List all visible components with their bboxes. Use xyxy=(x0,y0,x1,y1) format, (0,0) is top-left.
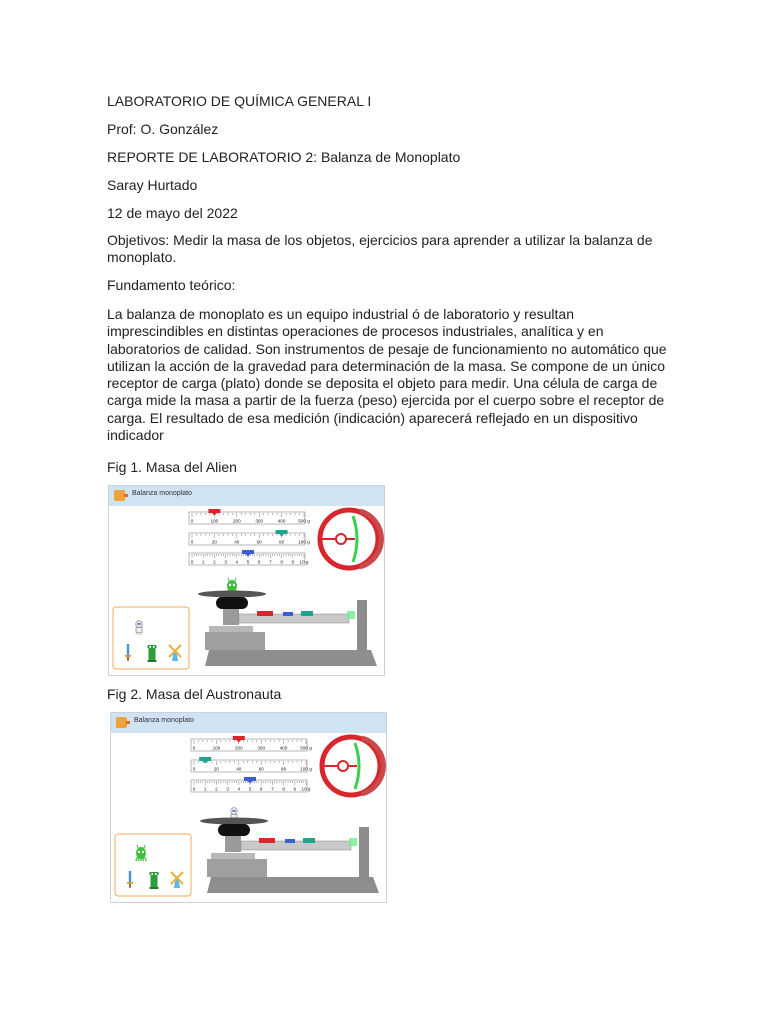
scale-tick-label: 0 xyxy=(192,766,196,772)
scale-tick-label: 4 xyxy=(237,786,241,792)
scale-tick-label: 20 xyxy=(213,766,219,772)
scale-tick-label: 100 g xyxy=(298,539,310,545)
scale-tick-label: 100 xyxy=(210,518,219,524)
professor: Prof: O. González xyxy=(107,121,219,137)
scale-tick-label: 7 xyxy=(271,786,274,792)
rider-marker xyxy=(208,509,220,513)
scale-tick-label: 8 xyxy=(282,786,285,792)
balance-base xyxy=(207,877,379,893)
balance-body xyxy=(200,818,379,894)
balance-knob xyxy=(216,597,248,609)
scale-tick-label: 10 g xyxy=(299,559,309,565)
scale-tick-label: 60 xyxy=(256,539,262,545)
scale-tick-label: 100 g xyxy=(300,766,312,772)
rider-marker xyxy=(244,777,256,781)
objectives: Objetivos: Medir la masa de los objetos, ejercicios para aprender a utilizar la balanza de monoplato. xyxy=(107,232,653,266)
scale-tick-label: 100 xyxy=(212,745,221,751)
balance-simulator xyxy=(111,733,386,902)
figure-1-caption: Fig 1. Masa del Alien xyxy=(107,459,237,475)
scale-tick-label: 60 xyxy=(258,766,264,772)
report-title: REPORTE DE LABORATORIO 2: Balanza de Monoplato xyxy=(107,149,461,165)
scale-tick-label: 0 xyxy=(190,559,194,565)
scale-tick-label: 6 xyxy=(259,786,263,792)
figure-2 xyxy=(110,712,387,903)
objects-tray xyxy=(113,607,189,669)
rider-marker xyxy=(199,757,211,761)
rider-marker xyxy=(276,530,288,534)
scale-tick-label: 0 xyxy=(192,745,196,751)
scale-tick-label: 0 xyxy=(192,786,196,792)
balance-beam xyxy=(239,614,349,623)
scale-tick-label: 300 xyxy=(255,518,264,524)
scale-tick-label: 10 g xyxy=(301,786,311,792)
theory-text: La balanza de monoplato es un equipo industrial ó de laboratorio y resultan imprescindibles en distintas operaciones de procesos industriales, analítica y en laboratorios de calidad. Son instrumentos de pesaje de funcionamiento no automático que utilizan la acción de la gravedad para determinación de la masa. Se compone de un único receptor de carga (plato) donde se deposita el objeto para medir. Una célula de carga de carga mide la masa a partir de la fuerza (peso) ejercida por el cuerpo sobre el receptor de carga. El resultado de esa medición (indicación) aparecerá reflejado en un dispositivo indicador xyxy=(107,306,667,444)
figure-1 xyxy=(108,485,385,676)
scale-tick-label: 400 xyxy=(277,518,286,524)
scale-tick-label: 200 xyxy=(234,745,243,751)
rider-marker xyxy=(233,736,245,740)
scale-tick-label: 40 xyxy=(234,539,240,545)
balance-plate xyxy=(200,818,268,825)
scale-tick-label: 9 xyxy=(293,786,297,792)
scale-10g xyxy=(191,757,312,772)
rider-marker xyxy=(242,550,254,554)
scale-tick-label: 8 xyxy=(280,559,283,565)
scale-tick-label: 1 xyxy=(201,559,205,565)
balance-plate xyxy=(198,591,266,598)
scale-tick-label: 500 g xyxy=(300,745,312,751)
scale-100g xyxy=(189,509,310,524)
lab-title: LABORATORIO DE QUÍMICA GENERAL I xyxy=(107,93,372,109)
scale-tick-label: 7 xyxy=(269,559,272,565)
scale-tick-label: 9 xyxy=(291,559,295,565)
tower-icon xyxy=(148,645,157,662)
student-name: Saray Hurtado xyxy=(107,177,198,193)
scale-tick-label: 500 g xyxy=(298,518,310,524)
balance-base xyxy=(205,650,377,666)
scale-10g xyxy=(189,530,310,545)
scale-tick-label: 40 xyxy=(236,766,242,772)
balance-beam xyxy=(241,841,351,850)
scale-tick-label: 3 xyxy=(224,559,227,565)
scale-tick-label: 300 xyxy=(257,745,266,751)
figure-2-caption: Fig 2. Masa del Austronauta xyxy=(107,686,282,702)
balance-dial xyxy=(320,510,381,568)
objects-tray xyxy=(115,834,191,896)
app-icon xyxy=(116,717,127,728)
scale-tick-label: 2 xyxy=(215,786,218,792)
scale-tick-label: 4 xyxy=(235,559,239,565)
alien-icon xyxy=(136,845,146,861)
scale-tick-label: 80 xyxy=(279,539,285,545)
scale-tick-label: 200 xyxy=(232,518,241,524)
scale-tick-label: 0 xyxy=(190,518,194,524)
tower-icon xyxy=(150,872,159,889)
scale-tick-label: 400 xyxy=(279,745,288,751)
scale-tick-label: 5 xyxy=(248,786,252,792)
simulator-header xyxy=(111,713,386,733)
balance-simulator xyxy=(109,506,384,675)
app-title: Balanza monoplato xyxy=(132,490,192,497)
report-date: 12 de mayo del 2022 xyxy=(107,205,238,221)
balance-body xyxy=(198,591,377,667)
scale-1g xyxy=(191,777,311,792)
scale-tick-label: 0 xyxy=(190,539,194,545)
balance-dial xyxy=(322,737,383,795)
scale-tick-label: 80 xyxy=(281,766,287,772)
scale-tick-label: 6 xyxy=(257,559,261,565)
app-icon xyxy=(114,490,125,501)
scale-tick-label: 2 xyxy=(213,559,216,565)
scale-tick-label: 3 xyxy=(226,786,229,792)
app-title: Balanza monoplato xyxy=(134,717,194,724)
scale-100g xyxy=(191,736,312,751)
theory-heading: Fundamento teórico: xyxy=(107,277,236,293)
scale-tick-label: 5 xyxy=(246,559,250,565)
simulator-header xyxy=(109,486,384,506)
scale-tick-label: 1 xyxy=(203,786,207,792)
balance-knob xyxy=(218,824,250,836)
scale-1g xyxy=(189,550,309,565)
scale-tick-label: 20 xyxy=(211,539,217,545)
